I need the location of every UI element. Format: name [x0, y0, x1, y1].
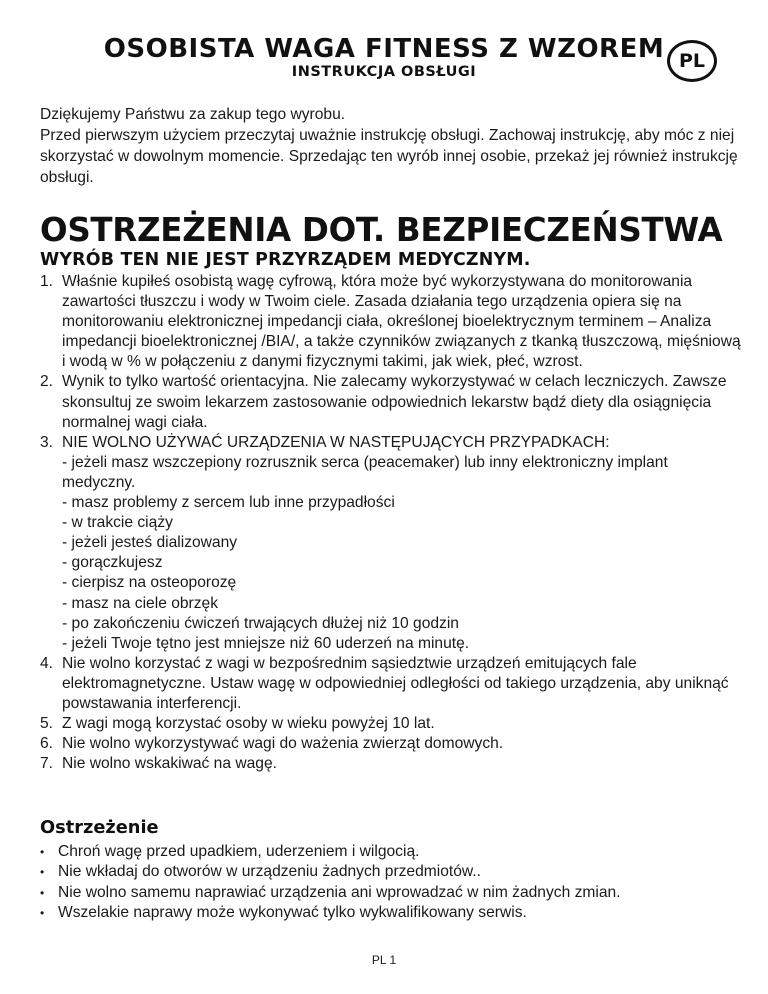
safety-subheading: WYRÓB TEN NIE JEST PRZYRZĄDEM MEDYCZNYM.	[40, 250, 531, 270]
contraindication-item: - jeżeli jesteś dializowany	[62, 534, 238, 552]
contraindication-list	[62, 453, 745, 654]
warning-item	[40, 372, 745, 432]
warning-number: 3.	[40, 433, 54, 451]
warning-text: Z wagi mogą korzystać osoby w wieku powyżej 10 lat.	[62, 715, 435, 733]
warning-contraindications	[62, 433, 745, 654]
caution-item	[40, 883, 740, 903]
document-subtitle: INSTRUKCJA OBSŁUGI	[291, 64, 477, 80]
bullet-icon: •	[40, 905, 45, 920]
warning-text: Nie wolno wskakiwać na wagę.	[62, 755, 277, 773]
safety-warnings-list	[40, 272, 745, 774]
intro-thanks: Dziękujemy Państwu za zakup tego wyrobu.	[40, 106, 346, 123]
warning-item	[40, 714, 745, 734]
warning-item	[40, 272, 745, 372]
caution-item	[40, 842, 740, 862]
warning-number: 1.	[40, 273, 54, 290]
contraindication-item: - w trakcie ciąży	[62, 514, 173, 532]
caution-item	[40, 862, 740, 882]
warning-text: Właśnie kupiłeś osobistą wagę cyfrową, która może być wykorzystywana do monitorowania zawartości tłuszczu i wody w Twoim ciele. Zasada działania tego urządzenia opiera się na monitorowaniu elektronicznej impedancji ciała, określonej bioelektrycznym terminem – Analiza impedancji bioelektronicznej /BIA/, a także czynników związanych z tkanką tłuszczową, mięśniową i wodą w % w połączeniu z danymi fizycznymi takimi, jak wiek, płeć, wzrost.	[62, 273, 741, 371]
contraindication-item: - jeżeli masz wszczepiony rozrusznik serca (peacemaker) lub inny elektroniczny implant medyczny.	[62, 453, 668, 491]
document-title: OSOBISTA WAGA FITNESS Z WZOREM	[103, 34, 665, 64]
caution-item	[40, 903, 740, 923]
warning-number: 5.	[40, 715, 54, 733]
caution-text: Nie wolno samemu naprawiać urządzenia ani wprowadzać w nim żadnych zmian.	[58, 883, 621, 901]
intro-text	[40, 104, 740, 188]
warning-number: 2.	[40, 373, 54, 391]
bullet-icon: •	[40, 885, 45, 900]
warning-number: 7.	[40, 755, 54, 773]
warning-text: Nie wolno korzystać z wagi w bezpośrednim sąsiedztwie urządzeń emitujących fale elektromagnetyczne. Ustaw wagę w odpowiedniej odległości od takiego urządzenia, aby uniknąć powstawania interferencji.	[62, 654, 729, 712]
warning-item	[40, 433, 745, 654]
caution-text: Chroń wagę przed upadkiem, uderzeniem i wilgocią.	[58, 843, 420, 860]
caution-list	[40, 842, 740, 923]
caution-heading: Ostrzeżenie	[40, 817, 159, 838]
intro-instructions: Przed pierwszym użyciem przeczytaj uważnie instrukcję obsługi. Zachowaj instrukcję, aby móc z niej skorzystać w dowolnym momencie. Sprzedając ten wyrób innej osobie, przekaż jej również instrukcję obsługi.	[40, 127, 738, 186]
caution-text: Wszelakie naprawy może wykonywać tylko wykwalifikowany serwis.	[58, 903, 527, 921]
contraindication-item: - gorączkujesz	[62, 554, 163, 572]
bullet-icon: •	[40, 845, 45, 859]
contraindication-item: - po zakończeniu ćwiczeń trwających dłużej niż 10 godzin	[62, 614, 459, 632]
warning-text: NIE WOLNO UŻYWAĆ URZĄDZENIA W NASTĘPUJĄCYCH PRZYPADKACH:	[62, 433, 610, 451]
warning-item	[40, 654, 745, 714]
document-header	[0, 34, 768, 80]
warning-text: Nie wolno wykorzystywać wagi do ważenia zwierząt domowych.	[62, 735, 504, 753]
bullet-icon: •	[40, 865, 45, 880]
contraindication-item: - masz problemy z sercem lub inne przypadłości	[62, 494, 395, 512]
contraindication-item: - jeżeli Twoje tętno jest mniejsze niż 60 uderzeń na minutę.	[62, 634, 470, 652]
caution-text: Nie wkładaj do otworów w urządzeniu żadnych przedmiotów..	[58, 863, 481, 881]
safety-heading: OSTRZEŻENIA DOT. BEZPIECZEŃSTWA	[40, 211, 723, 249]
warning-number: 6.	[40, 735, 54, 753]
language-badge: PL	[667, 40, 717, 82]
contraindication-item: - cierpisz na osteoporozę	[62, 574, 237, 592]
page-number: PL 1	[371, 953, 397, 967]
warning-item	[40, 734, 745, 754]
warning-item	[40, 754, 745, 774]
warning-number: 4.	[40, 654, 54, 672]
contraindication-item: - masz na ciele obrzęk	[62, 594, 218, 612]
warning-text: Wynik to tylko wartość orientacyjna. Nie zalecamy wykorzystywać w celach leczniczych. Zawsze skonsultuj ze swoim lekarzem zastosowanie odpowiednich lekarstw bądź diety dla osiągnięcia normalnej wagi ciała.	[62, 373, 727, 431]
